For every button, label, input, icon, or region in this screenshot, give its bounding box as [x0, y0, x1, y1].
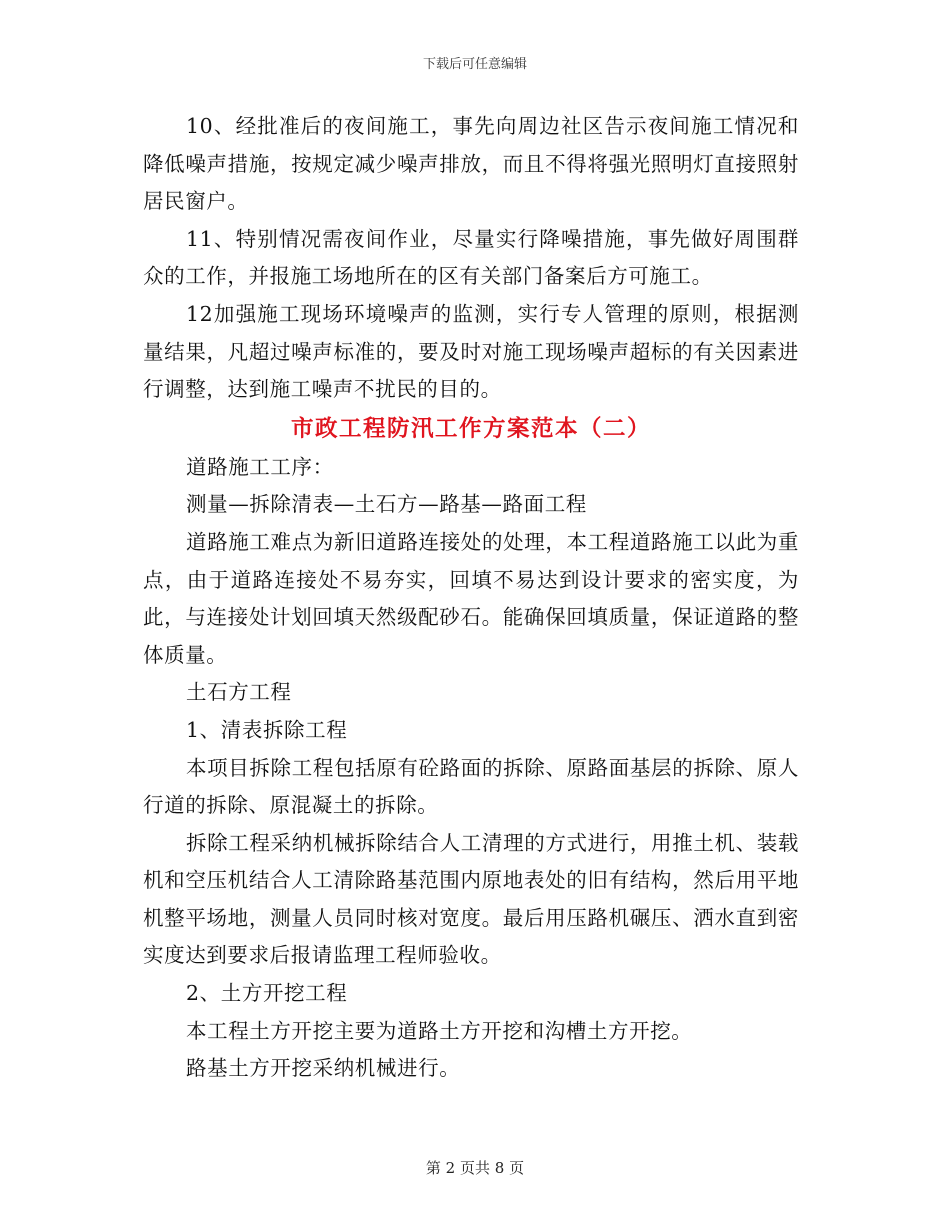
page-footer: 第 2 页共 8 页: [425, 1159, 525, 1177]
document-body: [143, 108, 799, 1088]
paragraph-item-12: 12加强施工现场环境噪声的监测，实行专人管理的原则，根据测量结果，凡超过噪声标准的，要及时对施工现场噪声超标的有关因素进行调整，达到施工噪声不扰民的目的。: [143, 301, 799, 402]
paragraph-demolition-scope: 本项目拆除工程包括原有砼路面的拆除、原路面基层的拆除、原人行道的拆除、原混凝土的拆除。: [143, 755, 799, 818]
paragraph-item-10: 10、经批准后的夜间施工，事先向周边社区告示夜间施工情况和降低噪声措施，按规定减少噪声排放，而且不得将强光照明灯直接照射居民窗户。: [143, 114, 799, 214]
paragraph-road-process-steps: 测量—拆除清表—土石方—路基—路面工程: [186, 492, 587, 517]
paragraph-item-11: 11、特别情况需夜间作业，尽量实行降噪措施，事先做好周围群众的工作，并报施工场地所在的区有关部门备案后方可施工。: [143, 226, 799, 289]
paragraph-clearing-heading: 1、清表拆除工程: [186, 717, 348, 742]
paragraph-excavation-scope: 本工程土方开挖主要为道路土方开挖和沟槽土方开挖。: [186, 1018, 693, 1043]
paragraph-demolition-method: 拆除工程采纳机械拆除结合人工清理的方式进行，用推土机、装载机和空压机结合人工清除路基范围内原地表处的旧有结构，然后用平地机整平场地，测量人员同时核对宽度。最后用压路机碾压、洒水直到密实度达到要求后报请监理工程师验收。: [143, 830, 799, 968]
paragraph-road-difficulty: 道路施工难点为新旧道路连接处的处理，本工程道路施工以此为重点，由于道路连接处不易夯实，回填不易达到设计要求的密实度，为此，与连接处计划回填天然级配砂石。能确保回填质量，保证道路的整体质量。: [143, 529, 799, 667]
paragraph-earthwork-heading: 土石方工程: [186, 680, 292, 705]
paragraph-excavation-heading: 2、土方开挖工程: [186, 981, 348, 1006]
paragraph-road-process-heading: 道路施工工序：: [186, 454, 334, 479]
section-title: 市政工程防汛工作方案范本（二）: [290, 415, 651, 442]
paragraph-excavation-method: 路基土方开挖采纳机械进行。: [186, 1056, 461, 1081]
page-header: 下载后可任意编辑: [422, 57, 527, 72]
